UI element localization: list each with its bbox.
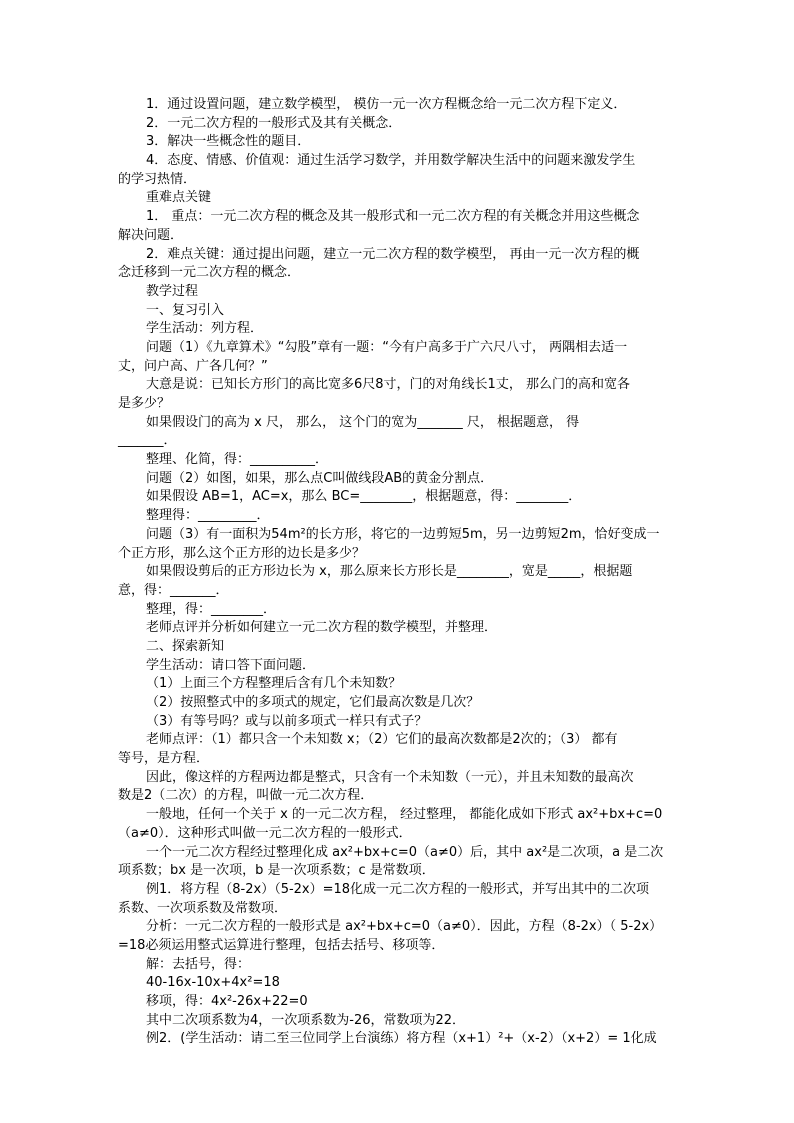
text-line: （2）按照整式中的多项式的规定，它们最高次数是几次？ [146,695,480,710]
text-line: 例1．将方程（8-2x）（5-2x）=18化成一元二次方程的一般形式，并写出其中的二次项 [146,881,650,897]
text-line: 教学过程 [146,283,199,299]
text-line: 意，得：_______． [118,582,229,598]
text-line: 丈，问户高、广各几何？” [118,358,268,374]
text-line: 问题（3）有一面积为54m²的长方形，将它的一边剪短5m，另一边剪短2m，恰好变成一 [146,526,660,542]
text-line: 例2．(学生活动：请二至三位同学上台演练）将方程（x+1）²+（x-2）（x+2）= 1化成 [146,1031,657,1047]
text-line: 问题（2）如图，如果，那么点C叫做线段AB的黄金分割点． [146,470,494,486]
text-line: 其中二次项系数为4，一次项系数为-26，常数项为22． [146,1012,466,1028]
text-line: 4．态度、情感、价值观：通过生活学习数学，并用数学解决生活中的问题来激发学生 [146,153,636,169]
text-line: 二、探索新知 [146,638,225,654]
text-line: 整理得：_________． [146,508,270,524]
text-line: 3．解决一些概念性的题目． [146,134,311,150]
text-line: 移项，得：4x²-26x+22=0 [146,994,308,1009]
text-line: 整理，得：________． [146,601,277,617]
text-line: 如果假设剪后的正方形边长为 x，那么原来长方形长是________，宽是_____，根据题 [146,564,633,580]
text-line: 40-16x-10x+4x²=18 [146,975,280,991]
document-page [118,96,680,1049]
text-line: 念迁移到一元二次方程的概念． [118,265,301,281]
text-line: 的学习热情． [118,171,197,187]
text-line: 解决问题． [118,227,184,243]
text-line: =18必须运用整式运算进行整理，包括去括号、移项等． [118,937,445,953]
text-line: 学生活动：列方程． [146,321,264,337]
text-line: 一般地，任何一个关于 x 的一元二次方程， 经过整理， 都能化成如下形式 ax²+bx+c=0 [146,807,663,823]
text-line: 数是2（二次）的方程，叫做一元二次方程． [118,788,374,804]
text-line: 问题（1）《九章算术》“勾股”章有一题：“今有户高多于广六尺八寸， 两隅相去适一 [146,339,628,355]
text-line: 解：去括号，得： [146,956,251,972]
text-line: 大意是说：已知长方形门的高比宽多6尺8寸，门的对角线长1丈， 那么门的高和宽各 [146,377,630,393]
text-line: _______． [118,433,177,449]
text-line: 2．难点关键：通过提出问题，建立一元二次方程的数学模型， 再由一元一次方程的概 [146,246,640,262]
text-line: 整理、化简，得：__________． [146,452,329,468]
text-line: 1．通过设置问题，建立数学模型， 模仿一元一次方程概念给一元二次方程下定义． [146,97,627,112]
text-line: 是多少？ [118,396,171,411]
text-line: 分析：一元二次方程的一般形式是 ax²+bx+c=0（a≠0）．因此，方程（8-2x）（ 5-2x） [146,919,663,935]
text-line: 因此，像这样的方程两边都是整式，只含有一个未知数（一元），并且未知数的最高次 [146,769,634,785]
text-line: 老师点评并分析如何建立一元二次方程的数学模型，并整理． [146,620,498,636]
text-line: 一个一元二次方程经过整理化成 ax²+bx+c=0（a≠0）后，其中 ax²是二次项，a 是二次 [146,844,664,860]
text-line: 2．一元二次方程的一般形式及其有关概念． [146,115,402,131]
text-line: 等号，是方程． [118,751,210,767]
text-line: 系数、一次项系数及常数项． [118,900,288,916]
text-line: （a≠0）．这种形式叫做一元二次方程的一般形式． [118,825,412,841]
text-line: 一、复习引入 [146,302,225,318]
text-line: （1）上面三个方程整理后含有几个未知数？ [146,676,402,692]
text-line: 个正方形，那么这个正方形的边长是多少？ [118,545,366,561]
text-line: 如果假设 AB=1，AC=x，那么 BC=________，根据题意，得：________． [146,489,582,505]
text-line: 老师点评：（1）都只含一个未知数 x；（2）它们的最高次数都是2次的；（3） 都有 [146,732,618,748]
text-line: 1． 重点：一元二次方程的概念及其一般形式和一元二次方程的有关概念并用这些概念 [146,209,640,225]
text-line: （3）有等号吗？或与以前多项式一样只有式子？ [146,713,428,729]
text-line: 如果假设门的高为 x 尺， 那么， 这个门的宽为_______ 尺， 根据题意， 得 [146,414,580,430]
text-line: 重难点关键 [146,190,212,206]
text-line: 学生活动：请口答下面问题． [146,657,316,673]
text-line: 项系数；bx 是一次项，b 是一次项系数；c 是常数项． [118,863,435,879]
